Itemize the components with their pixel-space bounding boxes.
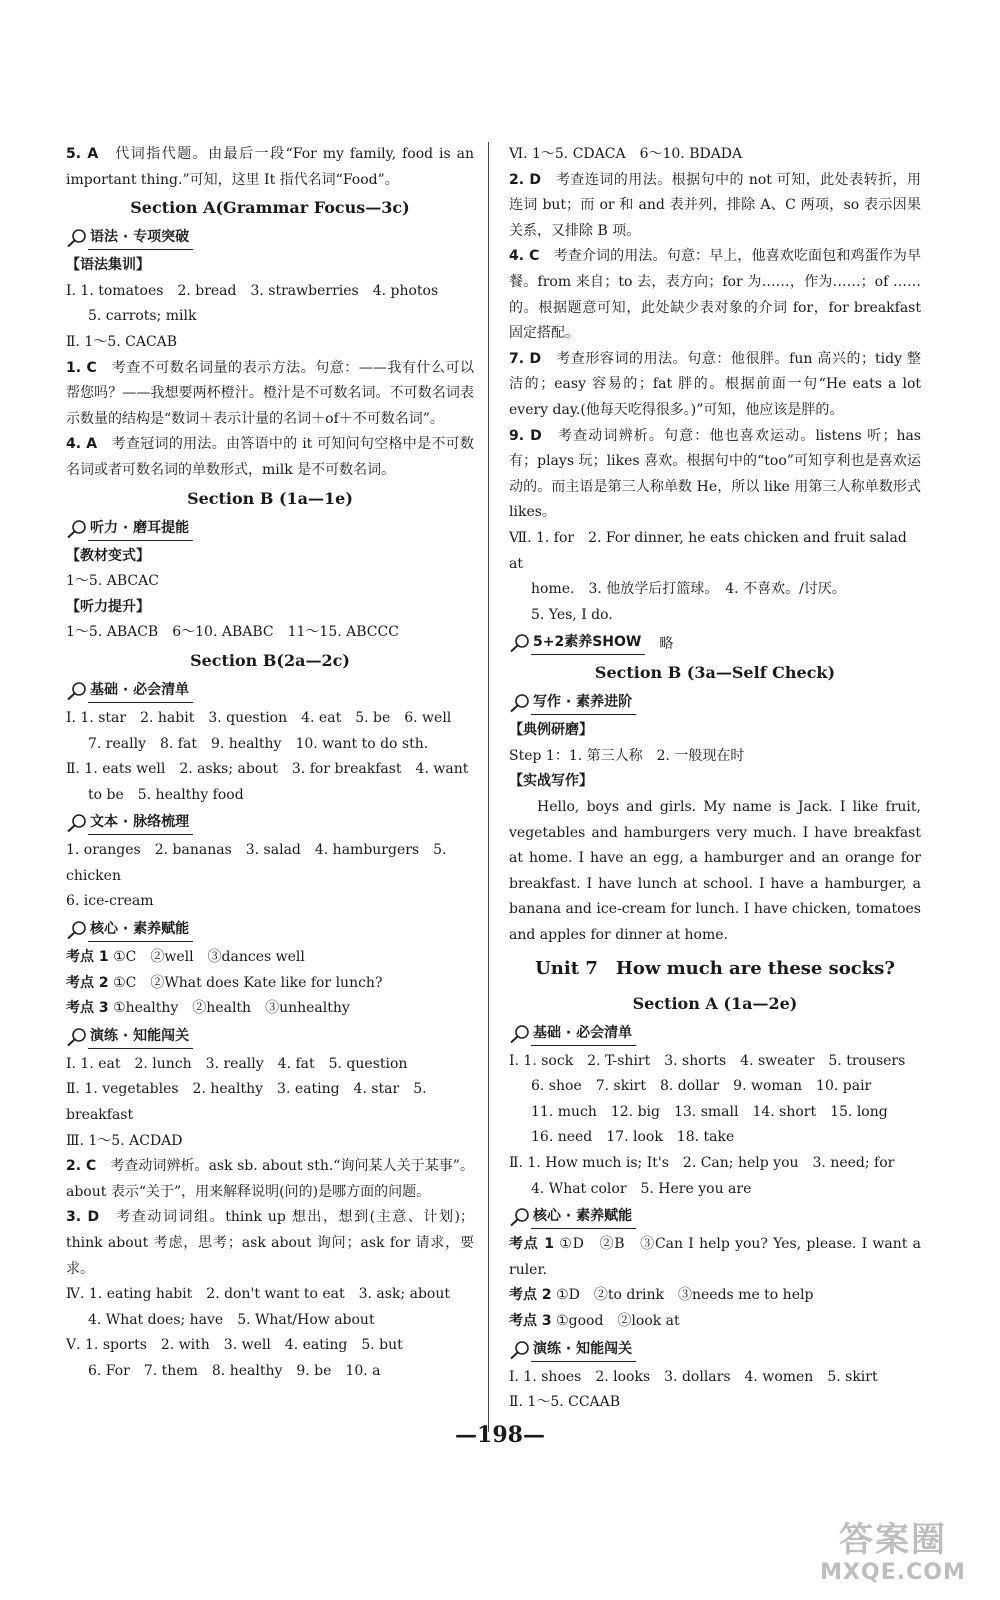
subheading [509, 689, 921, 717]
subheading [66, 515, 474, 543]
item-text: 考查动词词组。think up 想出，想到(主意、计划)；think about 考虑，思考；ask about 询问；ask for 请求，要求。 [66, 1209, 474, 1277]
key-point-text: ①healthy ②health ③unhealthy [108, 1000, 350, 1017]
answer-line: 4. What color 5. Here you are [531, 1180, 752, 1197]
item-number: 7. D [509, 350, 542, 367]
magnifier-icon [66, 920, 88, 940]
key-point-label: 考点 3 [66, 1000, 109, 1017]
answer-line: 11. much 12. big 13. small 14. short 15. long [531, 1103, 888, 1120]
key-point-line [66, 945, 474, 971]
answer-item [66, 142, 479, 193]
answer-line: Ⅰ. 1. star 2. habit 3. question 4. eat 5. be 6. well [66, 709, 452, 726]
subheading [509, 629, 921, 657]
answer-item [509, 424, 926, 526]
item-number: 2. D [509, 171, 542, 188]
key-point-label: 考点 3 [509, 1312, 552, 1329]
item-number: 1. C [66, 359, 97, 376]
section-title: Section B(2a—2c) [190, 650, 350, 670]
item-number: 4. A [66, 436, 98, 453]
subheading-label: 核心 · 素养赋能 [88, 918, 193, 942]
subheading [509, 1020, 921, 1048]
subheading [509, 1336, 921, 1364]
subheading [66, 677, 474, 705]
bracket-tag: 【典例研磨】 [509, 722, 593, 739]
answer-line: 6. For 7. them 8. healthy 9. be 10. a [88, 1362, 381, 1379]
subheading-tail: 略 [659, 636, 674, 653]
section-title: Section A(Grammar Focus—3c) [130, 198, 410, 218]
key-point-text: ①D ②B ③Can I help you? Yes, please. I want a ruler. [509, 1236, 926, 1278]
answer-line: Ⅵ. 1～5. CDACA 6～10. BDADA [509, 146, 743, 162]
subheading-label: 基础 · 必会清单 [531, 1022, 636, 1046]
answer-line: 5. Yes, I do. [531, 606, 613, 623]
magnifier-icon [509, 633, 531, 653]
magnifier-icon [66, 813, 88, 833]
item-number: 9. D [509, 427, 542, 444]
subheading-label: 演练 · 知能闯关 [88, 1025, 193, 1049]
subheading-label: 文本 · 脉络梳理 [88, 811, 193, 835]
answer-line: Ⅱ. 1. eats well 2. asks; about 3. for breakfast 4. want [66, 761, 469, 778]
item-text: 考查不可数名词量的表示方法。句意：——我有什么可以帮您吗？——我想要两杯橙汁。橙汁是不可数名词。不可数名词表示数量的结构是“数词＋表示计量的名词＋of＋不可数名词”。 [66, 359, 474, 427]
column-divider [488, 142, 489, 1432]
item-number: 2. C [66, 1158, 97, 1175]
key-point-text: ①C ②well ③dances well [108, 949, 305, 966]
watermark-text: 答案圈 [839, 1520, 947, 1560]
magnifier-icon [66, 228, 88, 248]
answer-line: Ⅲ. 1～5. ACDAD [66, 1132, 183, 1149]
answer-line: Ⅰ. 1. eat 2. lunch 3. really 4. fat 5. question [66, 1055, 408, 1072]
answer-line: Ⅰ. 1. tomatoes 2. bread 3. strawberries 4. photos [66, 282, 439, 299]
bracket-tag: 【听力提升】 [66, 598, 150, 615]
bracket-tag: 【教材变式】 [66, 547, 150, 564]
key-point-line [66, 996, 474, 1022]
answer-line: Ⅱ. 1～5. CACAB [66, 333, 178, 350]
answer-item [66, 356, 474, 433]
item-text: 考查动词辨析。句意：他也喜欢运动。listens 听；has 有；plays 玩；likes 喜欢。根据句中的“too”可知亨利也是喜欢运动的。而主语是第三人称单数 He，所以 like 用第三人称单数形式 likes。 [509, 427, 926, 521]
answer-item [509, 244, 926, 346]
magnifier-icon [66, 681, 88, 701]
item-text: 考查连词的用法。根据句中的 not 可知，此处表转折，用连词 but；而 or 和 and 表并列，排除 A、C 两项，so 表示因果关系，又排除 B 项。 [509, 171, 921, 239]
item-text: 考查冠词的用法。由答语中的 it 可知问句空格中是不可数名词或者可数名词的单数形式，milk 是不可数名词。 [66, 436, 474, 478]
answer-line: 4. What does; have 5. What/How about [88, 1311, 375, 1328]
page-number: —198— [455, 1422, 545, 1448]
magnifier-icon [509, 1024, 531, 1044]
answer-item [66, 1205, 474, 1282]
answer-line: Step 1：1. 第三人称 2. 一般现在时 [509, 747, 745, 764]
key-point-line [66, 971, 474, 997]
answer-line: Ⅴ. 1. sports 2. with 3. well 4. eating 5. but [66, 1337, 403, 1354]
answer-line: 6. shoe 7. skirt 8. dollar 9. woman 10. pair [531, 1078, 872, 1095]
key-point-label: 考点 2 [509, 1287, 552, 1304]
magnifier-icon [66, 1027, 88, 1047]
item-text: 考查动词辨析。ask sb. about sth.“询问某人关于某事”。about 表示“关于”，用来解释说明(问的)是哪方面的问题。 [66, 1158, 474, 1200]
key-point-line [509, 1283, 921, 1309]
item-number: 4. C [509, 248, 540, 265]
key-point-text: ①D ②to drink ③needs me to help [551, 1287, 814, 1304]
bracket-tag: 【语法集训】 [66, 257, 150, 274]
answer-line: Ⅰ. 1. shoes 2. looks 3. dollars 4. women 5. skirt [509, 1368, 878, 1385]
answer-item [66, 432, 474, 483]
answer-line: Ⅳ. 1. eating habit 2. don't want to eat 3. ask; about [66, 1286, 450, 1303]
subheading [66, 1023, 474, 1051]
magnifier-icon [509, 1340, 531, 1360]
essay-paragraph: Hello, boys and girls. My name is Jack. I like fruit, vegetables and hamburgers very much. I have breakfast at home. I have an egg, a hamburger and an orange for breakfast. I have lunch at school. I have a hamburger, a banana and ice-cream for lunch. I have chicken, tomatoes and apples for dinner at home. [509, 799, 926, 944]
item-number: 3. D [66, 1209, 100, 1226]
key-point-text: ①good ②look at [551, 1312, 680, 1329]
answer-line: 1. oranges 2. bananas 3. salad 4. hamburgers 5. chicken [66, 842, 451, 884]
section-title: Section B (3a—Self Check) [594, 663, 836, 683]
answer-line: 1～5. ABCAC [66, 573, 159, 590]
answer-line: 7. really 8. fat 9. healthy 10. want to do sth. [88, 735, 429, 752]
answer-item [509, 168, 921, 245]
key-point-text: ①C ②What does Kate like for lunch? [108, 974, 383, 991]
right-column [509, 142, 926, 1416]
answer-line: Ⅱ. 1～5. CCAAB [509, 1394, 621, 1411]
subheading [66, 224, 474, 252]
answer-line: 5. carrots; milk [88, 308, 197, 325]
subheading [509, 1203, 921, 1231]
magnifier-icon [66, 519, 88, 539]
subheading-label: 核心 · 素养赋能 [531, 1205, 636, 1229]
subheading-label: 听力 · 磨耳提能 [88, 517, 193, 541]
left-column [66, 142, 479, 1385]
key-point-label: 考点 1 [66, 949, 109, 966]
item-number: 5. A [66, 146, 99, 162]
subheading-label: 演练 · 知能闯关 [531, 1338, 636, 1362]
answer-line: Ⅱ. 1. How much is; It's 2. Can; help you 3. need; for [509, 1155, 895, 1171]
key-point-label: 考点 2 [66, 974, 109, 991]
section-title: Section A (1a—2e) [632, 993, 798, 1013]
magnifier-icon [509, 693, 531, 713]
subheading-label: 基础 · 必会清单 [88, 679, 193, 703]
watermark-logo [808, 1520, 978, 1592]
subheading [66, 916, 474, 944]
unit-title: Unit 7 How much are these socks? [535, 957, 895, 979]
subheading-label: 语法 · 专项突破 [88, 226, 193, 250]
answer-item [66, 1154, 474, 1205]
subheading [66, 809, 474, 837]
answer-line: home. 3. 他放学后打篮球。 4. 不喜欢。/讨厌。 [531, 581, 846, 598]
key-point-line [509, 1309, 921, 1335]
answer-line: to be 5. healthy food [88, 786, 244, 803]
answer-item [509, 347, 926, 424]
subheading-label: 5+2素养SHOW [531, 631, 645, 655]
item-text: 代词指代题。由最后一段“For my family, food is an important thing.”可知，这里 It 指代名词“Food”。 [66, 146, 479, 188]
magnifier-icon [509, 1207, 531, 1227]
key-point-line [509, 1232, 926, 1283]
section-title: Section B (1a—1e) [187, 488, 353, 508]
key-point-label: 考点 1 [509, 1236, 555, 1253]
answer-line: 6. ice-cream [66, 893, 154, 910]
item-text: 考查形容词的用法。句意：他很胖。fun 高兴的；tidy 整洁的；easy 容易的；fat 胖的。根据前面一句“He eats a lot every day.(他每天吃得很多。)”可知，他应该是胖的。 [509, 350, 926, 418]
answer-line: Ⅰ. 1. sock 2. T-shirt 3. shorts 4. sweater 5. trousers [509, 1052, 906, 1069]
bracket-tag: 【实战写作】 [509, 773, 593, 790]
watermark-url: MXQE.COM [820, 1560, 966, 1585]
answer-line: Ⅶ. 1. for 2. For dinner, he eats chicken and fruit salad at [509, 529, 912, 572]
answer-line: 1～5. ABACB 6～10. ABABC 11～15. ABCCC [66, 624, 399, 641]
item-text: 考查介词的用法。句意：早上，他喜欢吃面包和鸡蛋作为早餐。from 来自；to 去，表方向；for 为……，作为……；of ……的。根据题意可知，此处缺少表对象的介词 for，for breakfast 固定搭配。 [509, 248, 926, 342]
answer-line: 16. need 17. look 18. take [531, 1129, 735, 1146]
subheading-label: 写作 · 素养进阶 [531, 691, 636, 715]
answer-line: Ⅱ. 1. vegetables 2. healthy 3. eating 4. star 5. breakfast [66, 1081, 432, 1124]
